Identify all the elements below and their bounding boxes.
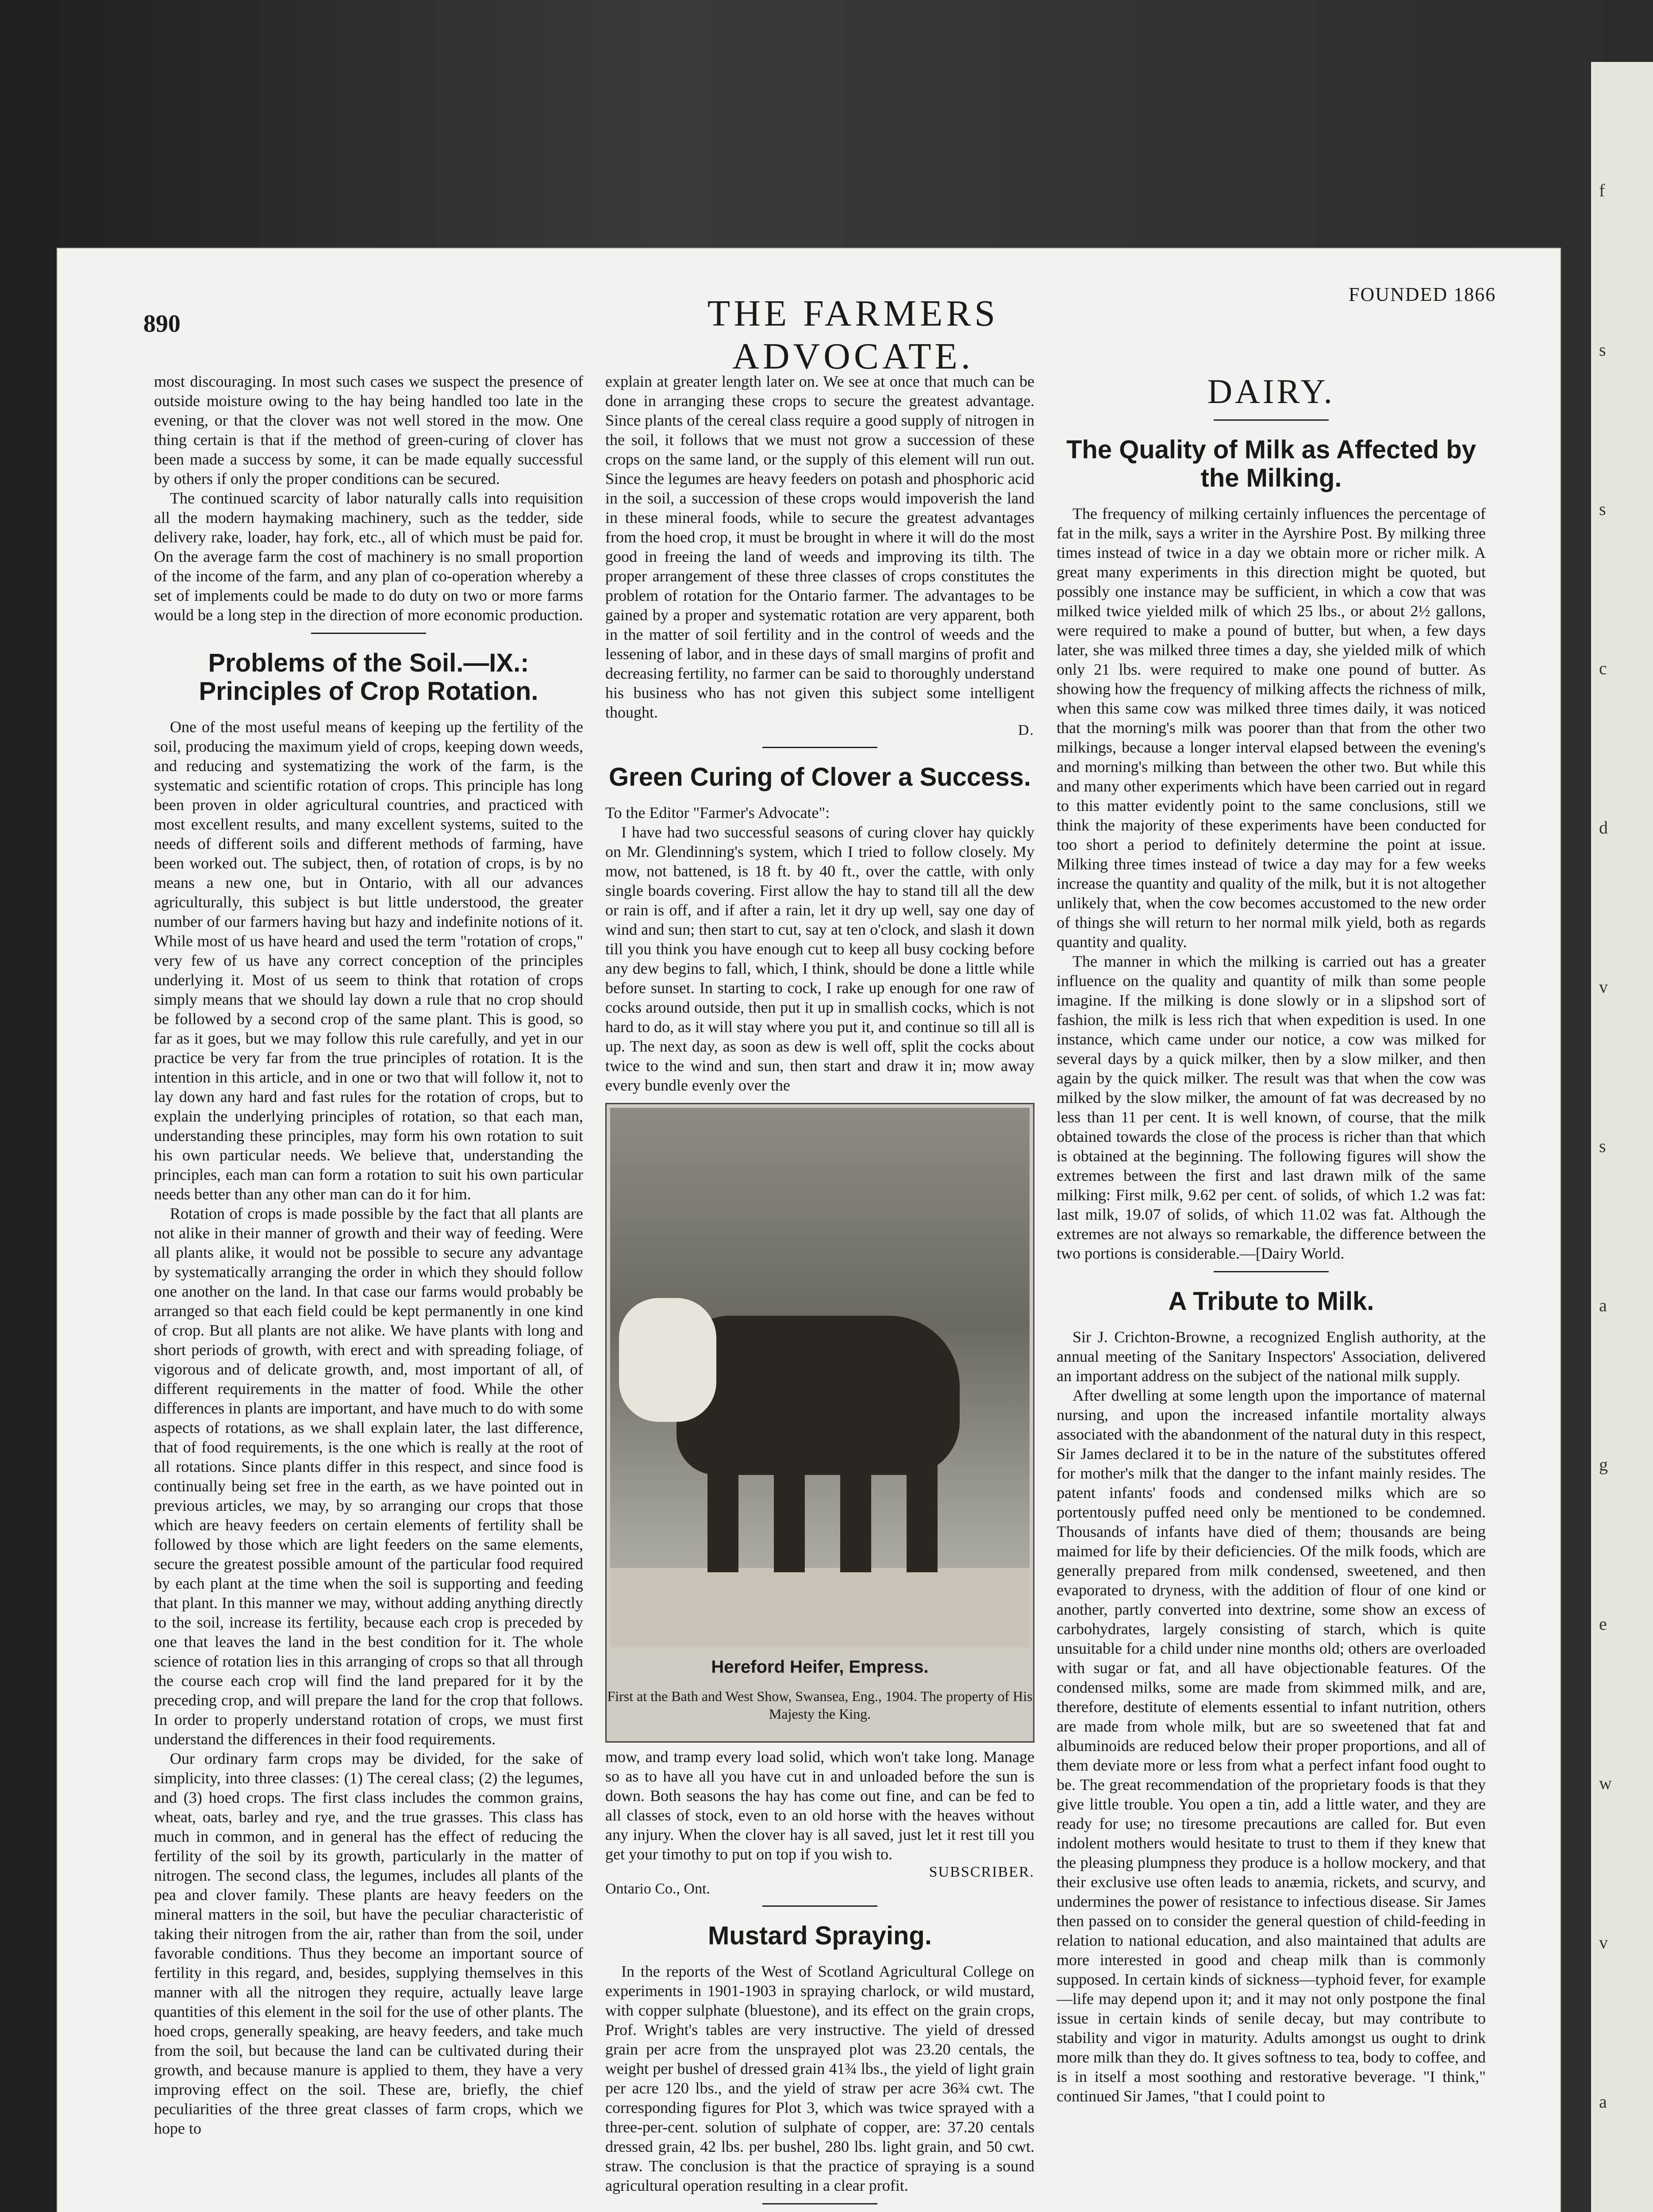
adjacent-page-fragment: f (1599, 180, 1605, 200)
heifer-photo-image (610, 1108, 1030, 1647)
article-paragraph: explain at greater length later on. We see at once that much can be done in arranging these crops to secure the greatest advantage. Since plants of the cereal class require a good supply of nitrogen in the soil, it follows that we must not grow a succession of these crops on the same land, or the supply of this element will run out. Since the legumes are heavy feeders on potash and phosphoric acid in the soil, a succession of these crops would impoverish the land in these mineral foods, while to secure the greatest advantages from the hoed crop, it must be brought in where it will do the most good in freeing the land of weeds and improving its tilth. The proper arrangement of these three classes of crops constitutes the problem of rotation for the Ontario farmer. The advantages to be gained by a proper and systematic rotation are very apparent, both in the matter of soil fertility and in the control of weeds and the lessening of labor, and in these days of small margins of profit and decreasing fertility, no farmer can be said to thoroughly understand his business who has not given this subject some intelligent thought. (605, 373, 1034, 721)
adjacent-page-fragment: a (1599, 1295, 1607, 1315)
article-paragraph: Sir J. Crichton-Browne, a recognized English authority, at the annual meeting of the Sanitary Inspectors' Association, delivered an important address on the subject of the national milk supply. (1057, 1328, 1486, 1385)
article-heading: The Quality of Milk as Affected by the Milking. (1066, 435, 1476, 492)
adjacent-page-fragment: e (1599, 1614, 1607, 1634)
divider (762, 2203, 877, 2204)
column-right (1057, 372, 1486, 2212)
signature: D. (1018, 722, 1034, 738)
article-heading: Green Curing of Clover a Success. (608, 763, 1031, 791)
photo-ground (610, 1568, 1030, 1647)
section-title: DAIRY. (1207, 372, 1335, 411)
article-heading: Mustard Spraying. (708, 1921, 932, 1950)
signature: SUBSCRIBER. (929, 1864, 1034, 1880)
adjacent-page-fragment: s (1599, 340, 1606, 360)
article-paragraph: The frequency of milking certainly influences the percentage of fat in the milk, says a writer in the Ayrshire Post. By milking three times instead of twice in a day we obtain more or richer milk. A great many experiments in this direction might be quoted, but possibly one instance may be sufficient, in which a cow that was milked twice yielded milk of which 25 lbs., or about 2½ gallons, were required to make a pound of butter, but when, a few days later, she was milked three times a day, she yielded milk of which only 21 lbs. were required to make one pound of butter. As showing how the frequency of milking affects the richness of milk, when this same cow was milked three times daily, it was noticed that the morning's milk was poorer than that from the other two milkings, because a longer interval elapsed between the evening's and morning's milking than between the other two. But while this and many other experiments which have been carried out in regard to this matter evidently point to the same conclusions, still we think the majority of these experiments have been conducted for too short a period to definitely determine the point at issue. Milking three times instead of twice a day may for a few weeks increase the quantity and quality of the milk, but it is not altogether unlikely that, when the cow becomes accustomed to the new order of things she will return to her normal milk yield, both as regards quantity and quality. (1057, 505, 1486, 951)
divider (762, 747, 877, 748)
salutation: To the Editor "Farmer's Advocate": (605, 804, 830, 822)
masthead-title: THE FARMERS ADVOCATE. (707, 293, 999, 377)
divider (1214, 1271, 1329, 1272)
adjacent-page-fragment: v (1599, 1932, 1608, 1952)
photo-caption: Hereford Heifer, Empress. (711, 1657, 929, 1677)
adjacent-page-fragment: s (1599, 1136, 1606, 1156)
article-paragraph: mow, and tramp every load solid, which won't take long. Manage so as to have all you have cut in and unloaded before the sun is down. Both seasons the hay has come out fine, and can be fed to all classes of stock, even to an old horse with the heaves without any injury. When the clover hay is all saved, just let it rest till you get your timothy to put on top if you wish to. (605, 1748, 1034, 1863)
adjacent-page-fragment: a (1599, 2092, 1607, 2112)
divider (1214, 419, 1329, 421)
page-header (57, 248, 1561, 377)
article-paragraph: Our ordinary farm crops may be divided, for the sake of simplicity, into three classes: (1) The cereal class; (2) the legumes, and (3) hoed crops. The first class includes the common grains, wheat, oats, barley and rye, and the true grasses. This class has much in common, and in general has the effect of reducing the fertility of the soil by its growth, particularly in the matter of nitrogen. The second class, the legumes, includes all plants of the pea and clover family. These plants are heavy feeders on the mineral matters in the soil, but have the peculiar characteristic of taking their nitrogen from the air, rather than from the soil, under favorable conditions. Thus they become an important source of fertility in this regard, and, besides, supplying themselves in this manner with all the nitrogen they require, actually leave large quantities of this element in the soil for the use of other plants. The hoed crops, generally speaking, are heavy feeders, and take much from the soil, but because the land can be cultivated during their growth, and because manure is applied to them, they have a very improving effect on the soil. These are, briefly, the chief peculiarities of the three great classes of farm crops, which we hope to (154, 1750, 583, 2137)
adjacent-page-fragment: v (1599, 977, 1608, 997)
adjacent-page-edge (1591, 62, 1653, 2212)
photo-credit: First at the Bath and West Show, Swansea, Eng., 1904. The property of His Majesty the King. (607, 1688, 1033, 1722)
adjacent-page-fragment: s (1599, 499, 1606, 519)
divider (762, 1905, 877, 1907)
article-paragraph: The manner in which the milking is carried out has a greater influence on the quality and quantity of milk than some people imagine. If the milking is done slowly or in a slipshod sort of fashion, the milk is less rich that when expedition is used. In one instance, which came under our notice, a cow was milked for several days by a quick milker, then by a slow milker, and then again by the quick milker. The result was that when the cow was milked by the slow milker, the amount of fat was decreased by no less than 11 per cent. It is well known, of course, that the milk obtained towards the close of the process is richer than that which is obtained at the beginning. The following figures will show the extremes between the first and last drawn milk of the same milking: First milk, 9.62 per cent. of solids, of which 1.2 was fat: last milk, 19.07 of solids, of which 11.02 was fat. Although the extremes are not always so remarkable, the difference between the two portions is considerable.—[Dairy World. (1057, 952, 1486, 1262)
article-paragraph: After dwelling at some length upon the importance of maternal nursing, and upon the increased infantile mortality always associated with the abandonment of the natural duty in this respect, Sir James declared it to be in the nature of the substitutes offered for mother's milk that the danger to the infant mainly resides. The patent infants' foods and condensed milks which are so portentously puffed need only be mentioned to be condemned. Thousands of infants have died of them; thousands are being maimed for life by their deficiencies. Of the milk foods, which are generally prepared from milk condensed, sweetened, and then evaporated to dryness, with the addition of flour of one kind or another, partly converted into dextrine, some show an excess of carbohydrates, largely consisting of starch, which is quite unsuitable for a child under nine months old; others are overloaded with sugar or fat, and all have objectionable features. Of the condensed milks, some are made from skimmed milk, and are, therefore, destitute of elements essential to infant nutrition, others are made from whole milk, but are so sweetened that fat and albuminoids are reduced below their proper proportions, and all of them deviate more or less from what a perfect infant food ought to be. The great recommendation of the proprietary foods is that they give little trouble. You open a tin, add a little water, and they are ready for use; no tiresome precautions are called for. But even indolent mothers would hesitate to trust to them if they knew that the pleasing plumpness they produce is a hollow mockery, and that their exclusive use often leads to anæmia, rickets, and scurvy, and undermines the power of resistance to infectious disease. Sir James then passed on to consider the general question of child-feeding in relation to national education, and also maintained that adults are more interested in good and cheap milk than is commonly supposed. In certain kinds of sickness—typhoid fever, for example—life may depend upon it; and it may not only postpone the final issue in certain kinds of senile decay, but may contribute to stability and vigor in maturity. Adults amongst us ought to drink more milk than they do. It gives softness to tea, body to coffee, and is in itself a most soothing and restorative beverage. "I think," continued Sir James, "that I could point to (1057, 1386, 1486, 2105)
article-heading: Problems of the Soil.—IX.: Principles of Crop Rotation. (199, 649, 538, 706)
article-paragraph: most discouraging. In most such cases we suspect the presence of outside moisture owing to the hay being handled too late in the evening, or that the clover was not well stored in the mow. One thing certain is that if the method of green-curing of clover has been made a success by some, it can be made equally successful by others if only the proper conditions can be secured. (154, 373, 583, 488)
page-number: 890 (143, 310, 181, 338)
newspaper-page (57, 248, 1561, 2212)
founded-note: FOUNDED 1866 (1349, 284, 1496, 305)
article-paragraph: Rotation of crops is made possible by the fact that all plants are not alike in their manner of growth and their way of feeding. Were all plants alike, it would not be possible to secure any advantage by systematically arranging the order in which they should follow one another on the land. In that case our farms would probably be arranged so that each field could be kept permanently in one kind of crop. But all plants are not alike. We have plants with long and short periods of growth, with erect and with spreading foliage, of vigorous and of delicate growth, and, most important of all, of different requirements in the matter of food. While the other differences in plants are important, and have much to do with some aspects of rotations, as we shall explain later, the last difference, that of food requirements, is the one which is really at the root of all rotations. Since plants differ in this respect, and since food is continually being set free in the earth, as we have pointed out in previous articles, we may, by so arranging our crops that those which are heavy feeders on certain elements of fertility shall be followed by those which are light feeders on the same elements, secure the greatest possible amount of the particular food required by each plant at the time when the soil is supporting and feeding that plant. In this manner we may, without adding anything directly to the soil, increase its fertility, because each crop is preceded by one that leaves the land in the best condition for it. The whole science of rotation lies in this arranging of crops so that all through the course each crop will find the land prepared for it by the preceding crop, and will prepare the land for the crop that follows. In order to properly understand rotation of crops, we must first understand the differences in their food requirements. (154, 1205, 583, 1748)
cow-head (619, 1298, 716, 1422)
adjacent-page-fragment: g (1599, 1455, 1608, 1475)
column-middle (605, 372, 1034, 2212)
cow-body (677, 1316, 960, 1475)
adjacent-page-fragment: c (1599, 658, 1607, 678)
divider (311, 633, 426, 634)
dateline: Ontario Co., Ont. (605, 1881, 711, 1897)
photograph (605, 1103, 1034, 1743)
article-paragraph: In the reports of the West of Scotland Agricultural College on experiments in 1901-1903 in spraying charlock, or wild mustard, with copper sulphate (bluestone), and its effect on the grain crops, Prof. Wright's tables are very instructive. The yield of dressed grain per acre from the unsprayed plot was 23.20 centals, the weight per bushel of dressed grain 41¾ lbs., the yield of light grain per acre 120 lbs., and the yield of straw per acre 36¾ cwt. The corresponding figures for Plot 3, which was twice sprayed with a three-per-cent. solution of sulphate of copper, are: 37.20 centals dressed grain, 42 lbs. per bushel, 280 lbs. light grain, and 50 cwt. straw. The conclusion is that the practice of spraying is a sound agricultural operation resulting in a clear profit. (605, 1962, 1034, 2194)
adjacent-page-fragment: w (1599, 1773, 1612, 1793)
adjacent-page-fragment: d (1599, 818, 1608, 837)
article-paragraph: One of the most useful means of keeping up the fertility of the soil, producing the maximum yield of crops, keeping down weeds, and reducing and systematizing the work of the farm, is the systematic and scientific rotation of crops. This principle has long been proven in older agricultural countries, and practiced with most excellent results, and many excellent systems, suited to the needs of different soils and different methods of farming, have been worked out. The subject, then, of rotation of crops, is by no means a new one, but in Ontario, with all our advances agriculturally, this subject is but little understood, the greater number of our farmers having but hazy and indefinite notions of it. While most of us have heard and used the term "rotation of crops," very few of us have any correct conception of the principles underlying it. Most of us seem to think that rotation of crops simply means that we should lay down a rule that no crop should be followed by a second crop of the same plant. This is good, so far as it goes, but we may follow this rule carefully, and yet in our practice be very far from the true principles of rotation. It is the intention in this article, and in one or two that will follow it, not to lay down any hard and fast rules for the rotation of crops, but to explain the underlying principles of rotation, so that each man, understanding these principles, may form his own rotation to suit his own particular needs. We believe that, understanding the principles, each man can form a rotation to suit his own particular needs better than any other man can do it for him. (154, 718, 583, 1203)
article-paragraph: I have had two successful seasons of curing clover hay quickly on Mr. Glendinning's system, which I tried to follow closely. My mow, not battened, is 18 ft. by 40 ft., over the cattle, with only single boards covering. First allow the hay to stand till all the dew or rain is off, and if after a rain, let it dry up well, say one day of wind and sun; then start to cut, say at ten o'clock, and slash it down till you think you have enough cut to keep all busy cocking before any dew begins to fall, which, I think, should be done a little while before sunset. In starting to cock, I rake up enough for one raw of cocks around outside, then put it up in smallish cocks, which is not hard to do, as it will stay where you put it, and continue so till all is up. The next day, as soon as dew is well off, split the cocks about twice to the wind and sun, then start and draw it in; mow away every bundle evenly over the (605, 823, 1034, 1094)
article-heading: A Tribute to Milk. (1168, 1287, 1374, 1316)
column-left (154, 372, 583, 2212)
article-paragraph: The continued scarcity of labor naturally calls into requisition all the modern haymaking machinery, such as the tedder, side delivery rake, loader, hay fork, etc., all of which must be paid for. On the average farm the cost of machinery is no small proportion of the income of the farm, and any plan of co-operation whereby a set of implements could be made to do duty on two or more farms would be a long step in the direction of more economic production. (154, 489, 583, 624)
